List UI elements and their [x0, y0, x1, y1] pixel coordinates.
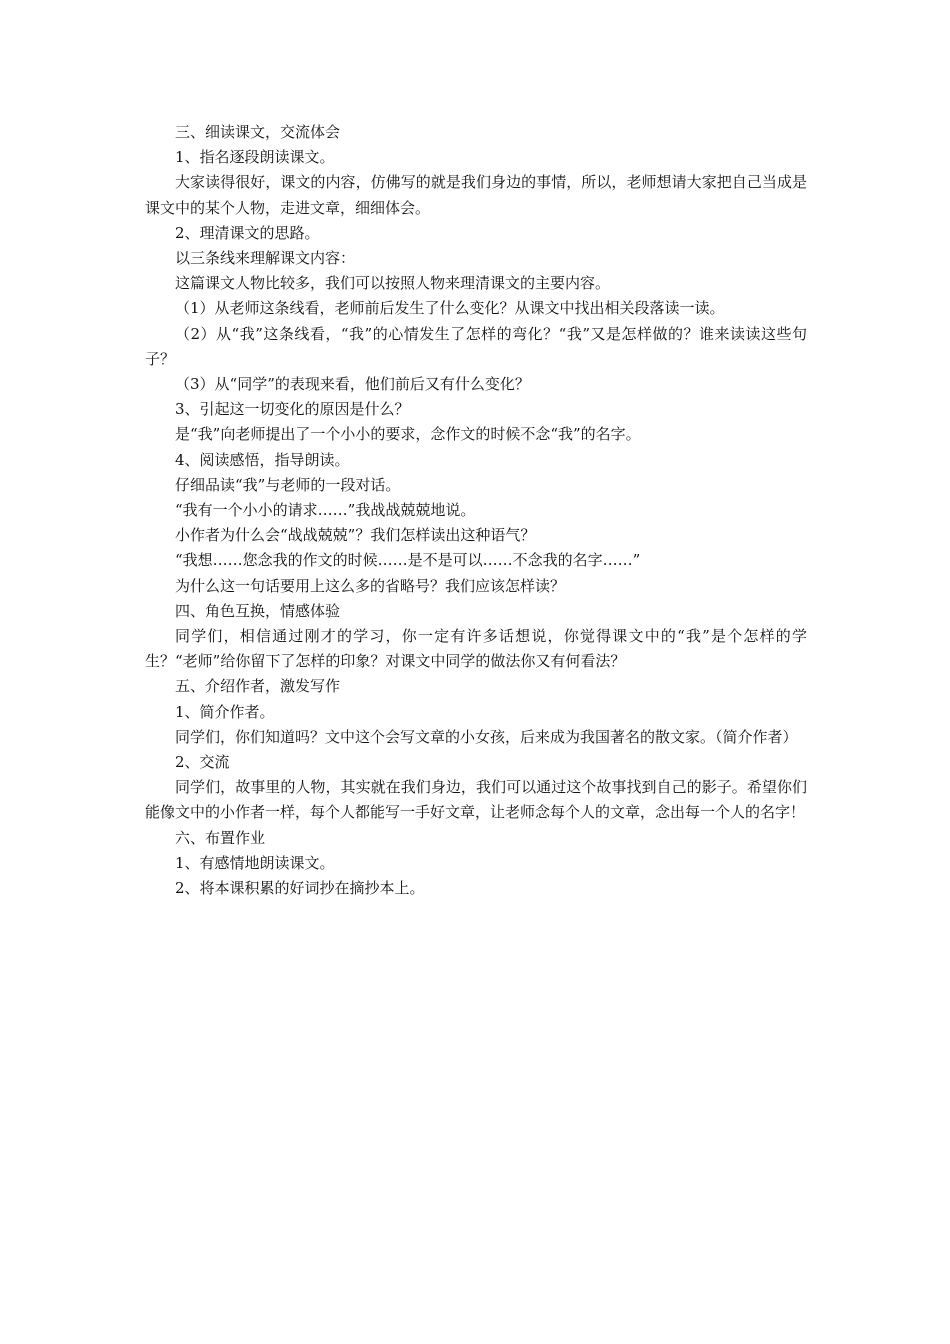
body-paragraph: 这篇课文人物比较多，我们可以按照人物来理清课文的主要内容。 [175, 274, 611, 293]
step-item: 4、阅读感悟，指导朗读。 [175, 450, 350, 469]
body-paragraph: 仔细品读“我”与老师的一段对话。 [175, 475, 401, 494]
body-paragraph: 同学们，你们知道吗？文中这个会写文章的小女孩，后来成为我国著名的散文家。（简介作者） [175, 727, 798, 746]
step-item: 1、简介作者。 [175, 702, 275, 721]
step-item: 2、交流 [175, 753, 230, 772]
step-item: 2、理清课文的思路。 [175, 223, 320, 242]
body-paragraph: 小作者为什么会“战战兢兢”？我们怎样读出这种语气？ [175, 526, 536, 545]
quote-line: “我有一个小小的请求……”我战战兢兢地说。 [175, 501, 476, 520]
sub-item: （3）从“同学”的表现来看，他们前后又有什么变化？ [175, 375, 530, 394]
body-paragraph: 以三条线来理解课文内容： [175, 249, 356, 268]
body-paragraph: 是“我”向老师提出了一个小小的要求，念作文的时候不念“我”的名字。 [175, 425, 641, 444]
section-heading-6: 六、布置作业 [175, 828, 266, 847]
body-paragraph: 同学们，相信通过刚才的学习，你一定有许多话想说，你觉得课文中的“我”是个怎样的学生？“老师”给你留下了怎样的印象？对课文中同学的做法你又有何看法？ [145, 627, 807, 671]
sub-item: （1）从老师这条线看，老师前后发生了什么变化？从课文中找出相关段落读一读。 [175, 299, 725, 318]
quote-line: “我想……您念我的作文的时候……是不是可以……不念我的名字……” [175, 551, 641, 570]
step-item: 2、将本课积累的好词抄在摘抄本上。 [175, 879, 425, 898]
step-item: 1、有感情地朗读课文。 [175, 853, 335, 872]
section-heading-3: 三、细读课文，交流体会 [175, 123, 341, 141]
step-item: 3、引起这一切变化的原因是什么？ [175, 400, 410, 419]
body-paragraph: 为什么这一句话要用上这么多的省略号？我们应该怎样读？ [175, 576, 566, 595]
body-paragraph: 大家读得很好，课文的内容，仿佛写的就是我们身边的事情，所以，老师想请大家把自己当成是课文中的某个人物，走进文章，细细体会。 [145, 173, 807, 217]
section-heading-5: 五、介绍作者，激发写作 [175, 677, 341, 696]
document-body [145, 120, 807, 901]
sub-item: （2）从“我”这条线看，“我”的心情发生了怎样的弯化？“我”又是怎样做的？谁来读读这些句子？ [145, 324, 807, 368]
body-paragraph: 同学们，故事里的人物，其实就在我们身边，我们可以通过这个故事找到自己的影子。希望你们能像文中的小作者一样，每个人都能写一手好文章，让老师念每个人的文章，念出每一个人的名字！ [145, 778, 807, 822]
section-heading-4: 四、角色互换，情感体验 [175, 601, 341, 620]
step-item: 1、指名逐段朗读课文。 [175, 148, 335, 167]
